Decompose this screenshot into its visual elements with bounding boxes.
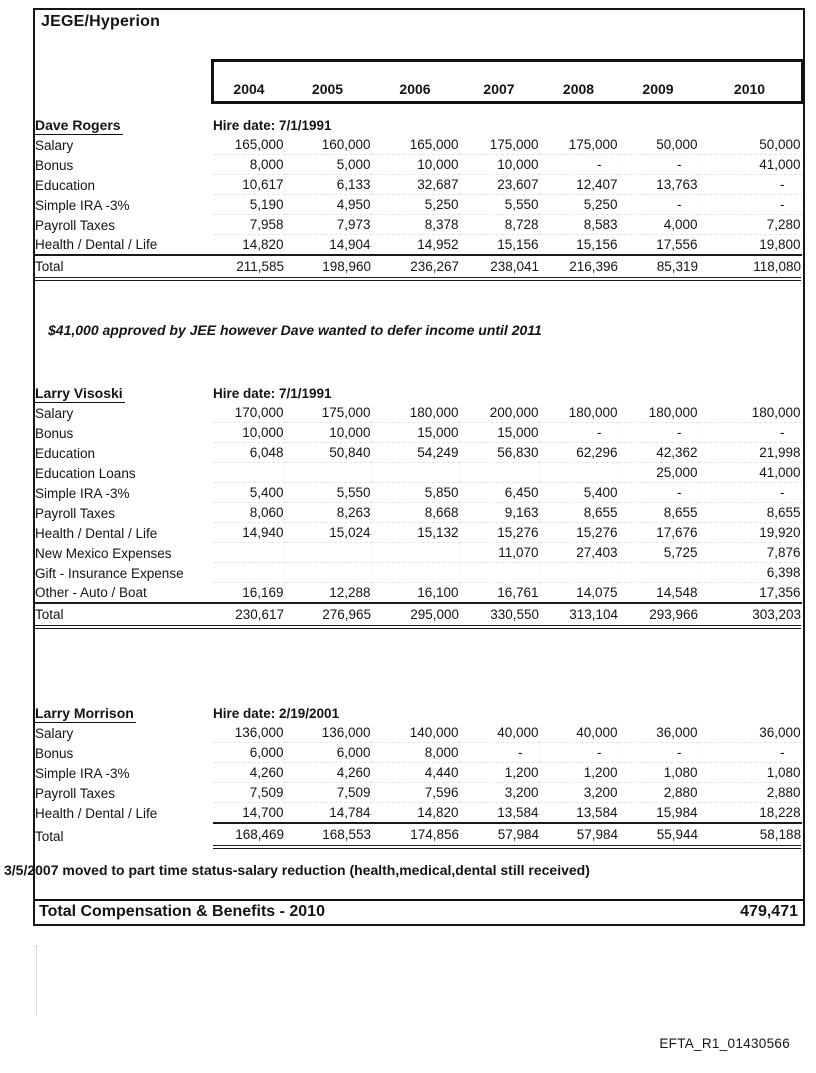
value-cell: 236,267 xyxy=(371,255,459,279)
value-cell: 7,509 xyxy=(213,783,284,803)
value-cell: 15,276 xyxy=(539,523,618,543)
value-cell: - xyxy=(539,743,618,763)
value-cell: 8,655 xyxy=(618,503,698,523)
value-cell: 32,687 xyxy=(371,175,459,195)
grand-total-value: 479,471 xyxy=(740,903,798,920)
table-row xyxy=(35,175,801,195)
value-cell: 6,048 xyxy=(213,443,284,463)
person-section-larry-morrison xyxy=(4,704,803,879)
value-cell: 14,700 xyxy=(213,803,284,824)
value-cell xyxy=(618,563,698,583)
value-cell: 330,550 xyxy=(459,603,539,627)
value-cell: 7,876 xyxy=(698,543,801,563)
value-cell: 5,725 xyxy=(618,543,698,563)
value-cell: 57,984 xyxy=(459,823,539,847)
value-cell: 10,000 xyxy=(284,423,371,443)
value-cell xyxy=(213,463,284,483)
value-cell: 6,000 xyxy=(213,743,284,763)
value-cell: 7,973 xyxy=(284,215,371,235)
value-cell: 6,398 xyxy=(698,563,801,583)
value-cell: 8,655 xyxy=(539,503,618,523)
value-cell: 5,250 xyxy=(539,195,618,215)
value-cell: 17,556 xyxy=(618,235,698,256)
value-cell: 8,728 xyxy=(459,215,539,235)
value-cell: 168,553 xyxy=(284,823,371,847)
value-cell: 140,000 xyxy=(371,723,459,743)
value-cell: 12,288 xyxy=(284,583,371,604)
value-cell: 3,200 xyxy=(459,783,539,803)
year-header-2004: 2004 xyxy=(233,81,265,97)
value-cell: 5,400 xyxy=(539,483,618,503)
hire-date: Hire date: 7/1/1991 xyxy=(213,386,332,401)
value-cell: 5,400 xyxy=(213,483,284,503)
hire-date: Hire date: 7/1/1991 xyxy=(213,118,332,133)
value-cell: 36,000 xyxy=(698,723,801,743)
value-cell: 18,228 xyxy=(698,803,801,824)
total-label: Total xyxy=(35,603,213,627)
value-cell: - xyxy=(459,743,539,763)
value-cell: 1,080 xyxy=(618,763,698,783)
person-header-row xyxy=(35,704,801,723)
value-cell: - xyxy=(618,483,698,503)
value-cell: 174,856 xyxy=(371,823,459,847)
year-header-2008: 2008 xyxy=(562,81,595,97)
value-cell: 7,958 xyxy=(213,215,284,235)
value-cell: 8,000 xyxy=(371,743,459,763)
value-cell: 62,296 xyxy=(539,443,618,463)
person-name: Larry Morrison xyxy=(35,705,134,721)
value-cell: 4,260 xyxy=(284,763,371,783)
value-cell: 14,904 xyxy=(284,235,371,256)
table-row xyxy=(35,743,801,763)
value-cell: 36,000 xyxy=(618,723,698,743)
value-cell: 8,000 xyxy=(213,155,284,175)
value-cell: 160,000 xyxy=(284,135,371,155)
value-cell: 15,024 xyxy=(284,523,371,543)
grand-total-label: Total Compensation & Benefits - 2010 xyxy=(39,903,325,920)
person-section-dave-rogers xyxy=(35,116,803,339)
year-header-2005: 2005 xyxy=(311,81,344,97)
value-cell: 170,000 xyxy=(213,403,284,423)
value-cell: 5,000 xyxy=(284,155,371,175)
value-cell: 5,850 xyxy=(371,483,459,503)
value-cell: - xyxy=(618,155,698,175)
value-cell: 16,100 xyxy=(371,583,459,604)
table-row xyxy=(35,523,801,543)
value-cell: 54,249 xyxy=(371,443,459,463)
value-cell: 165,000 xyxy=(371,135,459,155)
value-cell: 180,000 xyxy=(371,403,459,423)
value-cell: 85,319 xyxy=(618,255,698,279)
table-row xyxy=(35,135,801,155)
table-row xyxy=(35,235,801,256)
table-row xyxy=(35,803,801,824)
value-cell: 50,000 xyxy=(618,135,698,155)
value-cell: 216,396 xyxy=(539,255,618,279)
table-row xyxy=(35,423,801,443)
value-cell: 8,668 xyxy=(371,503,459,523)
value-cell: 1,200 xyxy=(459,763,539,783)
row-label: Other - Auto / Boat xyxy=(35,585,147,600)
value-cell: 175,000 xyxy=(539,135,618,155)
value-cell: - xyxy=(698,175,801,195)
row-label: Simple IRA -3% xyxy=(35,765,130,781)
value-cell: 7,280 xyxy=(698,215,801,235)
value-cell: 136,000 xyxy=(213,723,284,743)
value-cell: 5,190 xyxy=(213,195,284,215)
value-cell: 13,584 xyxy=(539,803,618,824)
table-row xyxy=(35,215,801,235)
value-cell: 9,163 xyxy=(459,503,539,523)
compensation-table xyxy=(35,116,802,281)
table-row xyxy=(35,503,801,523)
value-cell: 6,450 xyxy=(459,483,539,503)
row-label: Payroll Taxes xyxy=(35,217,116,233)
year-header-box xyxy=(211,59,804,104)
table-row xyxy=(35,155,801,175)
person-header-row xyxy=(35,384,801,403)
table-row xyxy=(35,463,801,483)
value-cell: 15,984 xyxy=(618,803,698,824)
table-row xyxy=(35,763,801,783)
value-cell: 23,607 xyxy=(459,175,539,195)
value-cell: 180,000 xyxy=(698,403,801,423)
row-label: Bonus xyxy=(35,425,74,441)
table-row xyxy=(35,403,801,423)
value-cell: 42,362 xyxy=(618,443,698,463)
row-label: Education xyxy=(35,445,96,461)
value-cell: 17,356 xyxy=(698,583,801,604)
value-cell: 11,070 xyxy=(459,543,539,563)
row-label: Education Loans xyxy=(35,465,136,481)
value-cell: 19,800 xyxy=(698,235,801,256)
row-label: Education xyxy=(35,177,96,193)
row-label: Gift - Insurance Expense xyxy=(35,565,184,581)
value-cell: - xyxy=(698,195,801,215)
value-cell: 230,617 xyxy=(213,603,284,627)
value-cell: 8,378 xyxy=(371,215,459,235)
value-cell: 118,080 xyxy=(698,255,801,279)
value-cell xyxy=(371,543,459,563)
person-section-larry-visoski xyxy=(35,384,803,629)
value-cell: 198,960 xyxy=(284,255,371,279)
value-cell: 14,820 xyxy=(213,235,284,256)
table-row xyxy=(35,563,801,583)
row-label: Payroll Taxes xyxy=(35,505,116,521)
value-cell: 293,966 xyxy=(618,603,698,627)
value-cell: 16,761 xyxy=(459,583,539,604)
value-cell: 4,950 xyxy=(284,195,371,215)
value-cell: 8,263 xyxy=(284,503,371,523)
value-cell: - xyxy=(698,483,801,503)
row-label: Simple IRA -3% xyxy=(35,485,130,501)
value-cell xyxy=(284,543,371,563)
total-row xyxy=(35,603,801,627)
value-cell: - xyxy=(618,743,698,763)
grand-total-row xyxy=(35,899,803,924)
value-cell: 136,000 xyxy=(284,723,371,743)
row-label: Salary xyxy=(35,405,74,421)
row-label: Health / Dental / Life xyxy=(35,806,158,821)
person-header-row xyxy=(35,116,801,135)
value-cell: 4,440 xyxy=(371,763,459,783)
value-cell: - xyxy=(618,423,698,443)
value-cell: 50,840 xyxy=(284,443,371,463)
compensation-table xyxy=(35,704,802,849)
value-cell: 14,075 xyxy=(539,583,618,604)
row-label: Bonus xyxy=(35,157,74,173)
row-label: Bonus xyxy=(35,745,74,761)
value-cell xyxy=(459,463,539,483)
value-cell: - xyxy=(618,195,698,215)
value-cell: 180,000 xyxy=(618,403,698,423)
total-label: Total xyxy=(35,255,213,279)
value-cell xyxy=(459,563,539,583)
value-cell: 180,000 xyxy=(539,403,618,423)
value-cell: 57,984 xyxy=(539,823,618,847)
total-row xyxy=(35,823,801,847)
value-cell: - xyxy=(539,155,618,175)
value-cell: 276,965 xyxy=(284,603,371,627)
row-label: Health / Dental / Life xyxy=(35,237,158,252)
value-cell: 10,000 xyxy=(371,155,459,175)
value-cell: 41,000 xyxy=(698,463,801,483)
value-cell: 238,041 xyxy=(459,255,539,279)
value-cell xyxy=(371,563,459,583)
value-cell: 13,584 xyxy=(459,803,539,824)
value-cell: 15,156 xyxy=(539,235,618,256)
value-cell: 56,830 xyxy=(459,443,539,463)
value-cell: 6,133 xyxy=(284,175,371,195)
value-cell: 10,617 xyxy=(213,175,284,195)
table-row xyxy=(35,443,801,463)
page-title: JEGE/Hyperion xyxy=(41,13,161,30)
value-cell xyxy=(213,543,284,563)
row-label: Salary xyxy=(35,725,74,741)
value-cell: 55,944 xyxy=(618,823,698,847)
value-cell: - xyxy=(698,743,801,763)
row-label: Health / Dental / Life xyxy=(35,525,158,541)
section-note: 3/5/2007 moved to part time status-salary reduction (health,medical,dental still received) xyxy=(4,862,590,878)
value-cell: 5,550 xyxy=(459,195,539,215)
bates-number: EFTA_R1_01430566 xyxy=(659,1036,790,1051)
sheet-border xyxy=(4,8,805,926)
value-cell: 5,550 xyxy=(284,483,371,503)
hire-date: Hire date: 2/19/2001 xyxy=(213,706,340,721)
value-cell: 27,403 xyxy=(539,543,618,563)
value-cell: 16,169 xyxy=(213,583,284,604)
value-cell xyxy=(284,563,371,583)
row-label: New Mexico Expenses xyxy=(35,545,172,561)
value-cell: 58,188 xyxy=(698,823,801,847)
value-cell: 7,509 xyxy=(284,783,371,803)
value-cell: 2,880 xyxy=(698,783,801,803)
table-row xyxy=(35,723,801,743)
year-header-2007: 2007 xyxy=(483,81,515,97)
value-cell: - xyxy=(698,423,801,443)
value-cell: 40,000 xyxy=(459,723,539,743)
year-header-2009: 2009 xyxy=(642,81,674,97)
value-cell: 175,000 xyxy=(459,135,539,155)
value-cell: 17,676 xyxy=(618,523,698,543)
value-cell: 303,203 xyxy=(698,603,801,627)
value-cell: 2,880 xyxy=(618,783,698,803)
value-cell: 40,000 xyxy=(539,723,618,743)
year-header-2006: 2006 xyxy=(399,81,431,97)
value-cell: 295,000 xyxy=(371,603,459,627)
value-cell: 14,784 xyxy=(284,803,371,824)
table-row xyxy=(35,483,801,503)
value-cell: 175,000 xyxy=(284,403,371,423)
value-cell: 13,763 xyxy=(618,175,698,195)
row-label: Simple IRA -3% xyxy=(35,197,130,213)
value-cell: 50,000 xyxy=(698,135,801,155)
value-cell: 15,000 xyxy=(459,423,539,443)
value-cell: 4,260 xyxy=(213,763,284,783)
value-cell: - xyxy=(539,423,618,443)
value-cell: 15,000 xyxy=(371,423,459,443)
value-cell: 10,000 xyxy=(459,155,539,175)
value-cell: 4,000 xyxy=(618,215,698,235)
value-cell: 15,276 xyxy=(459,523,539,543)
value-cell xyxy=(539,463,618,483)
value-cell: 21,998 xyxy=(698,443,801,463)
value-cell: 5,250 xyxy=(371,195,459,215)
value-cell: 3,200 xyxy=(539,783,618,803)
person-name: Dave Rogers xyxy=(35,117,121,133)
value-cell xyxy=(213,563,284,583)
value-cell: 168,469 xyxy=(213,823,284,847)
value-cell: 41,000 xyxy=(698,155,801,175)
table-row xyxy=(35,195,801,215)
value-cell xyxy=(371,463,459,483)
table-row xyxy=(35,583,801,604)
value-cell xyxy=(539,563,618,583)
value-cell: 211,585 xyxy=(213,255,284,279)
person-name: Larry Visoski xyxy=(35,385,123,401)
value-cell: 12,407 xyxy=(539,175,618,195)
total-label: Total xyxy=(35,829,64,844)
value-cell: 7,596 xyxy=(371,783,459,803)
total-row xyxy=(35,255,801,279)
year-header-2010: 2010 xyxy=(733,81,766,97)
value-cell: 14,940 xyxy=(213,523,284,543)
value-cell: 313,104 xyxy=(539,603,618,627)
value-cell: 14,548 xyxy=(618,583,698,604)
value-cell: 14,952 xyxy=(371,235,459,256)
value-cell: 10,000 xyxy=(213,423,284,443)
scan-artifact-line xyxy=(36,945,37,1015)
value-cell: 8,060 xyxy=(213,503,284,523)
value-cell: 15,156 xyxy=(459,235,539,256)
value-cell: 200,000 xyxy=(459,403,539,423)
value-cell: 25,000 xyxy=(618,463,698,483)
value-cell: 8,655 xyxy=(698,503,801,523)
value-cell: 1,080 xyxy=(698,763,801,783)
value-cell: 14,820 xyxy=(371,803,459,824)
table-row xyxy=(35,783,801,803)
value-cell: 8,583 xyxy=(539,215,618,235)
value-cell: 15,132 xyxy=(371,523,459,543)
table-row xyxy=(35,543,801,563)
value-cell: 1,200 xyxy=(539,763,618,783)
value-cell xyxy=(284,463,371,483)
value-cell: 6,000 xyxy=(284,743,371,763)
row-label: Payroll Taxes xyxy=(35,785,116,801)
value-cell: 19,920 xyxy=(698,523,801,543)
compensation-table xyxy=(35,384,802,629)
section-note: $41,000 approved by JEE however Dave wanted to defer income until 2011 xyxy=(48,322,542,338)
value-cell: 165,000 xyxy=(213,135,284,155)
row-label: Salary xyxy=(35,137,74,153)
